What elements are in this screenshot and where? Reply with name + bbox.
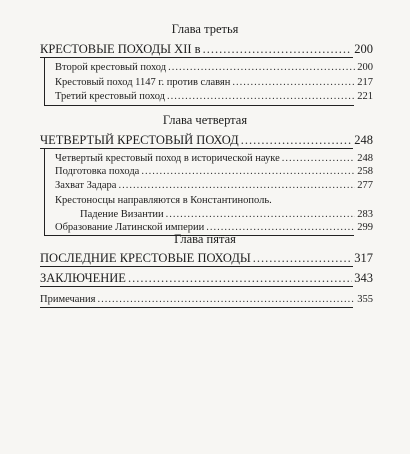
leader-dots	[128, 271, 352, 285]
toc-entry-title: ЧЕТВЕРТЫЙ КРЕСТОВЫЙ ПОХОД	[40, 133, 239, 147]
toc-entry-second-crusade	[55, 62, 373, 74]
toc-entry-zadar	[55, 180, 373, 192]
entry-underline	[40, 307, 353, 308]
leader-dots	[203, 42, 353, 56]
toc-entry-page: 343	[354, 271, 373, 285]
toc-entry-title: Падение Византии	[80, 209, 164, 220]
toc-entry-title: Крестовый поход 1147 г. против славян	[55, 77, 231, 88]
toc-entry-page: 200	[354, 42, 373, 56]
toc-entry-page: 317	[354, 251, 373, 265]
toc-entry-crusades-12c	[40, 42, 373, 56]
leader-dots	[141, 166, 355, 178]
toc-entry-to-constantinople	[55, 195, 373, 207]
entry-underline	[40, 148, 353, 149]
toc-entry-crusade-1147	[55, 77, 373, 89]
leader-dots	[98, 294, 356, 306]
toc-entry-preparation	[55, 166, 373, 178]
toc-entry-title: Примечания	[40, 294, 96, 305]
toc-entry-fourth-crusade	[40, 133, 373, 147]
entry-underline	[40, 266, 353, 267]
toc-entry-page: 248	[357, 153, 373, 164]
toc-entry-page: 200	[357, 62, 373, 73]
chapter-heading-four: Глава четвертая	[162, 113, 248, 127]
leader-dots	[253, 251, 353, 265]
toc-entry-title: Образование Латинской империи	[55, 222, 205, 233]
toc-entry-page: 299	[357, 222, 373, 233]
leader-dots	[167, 91, 355, 103]
leader-dots	[241, 133, 353, 147]
toc-entry-title: КРЕСТОВЫЕ ПОХОДЫ XII в	[40, 42, 201, 56]
chapter-heading-three: Глава третья	[171, 22, 239, 36]
toc-entry-page: 217	[357, 77, 373, 88]
leader-dots	[118, 180, 355, 192]
toc-entry-title: Второй крестовый поход	[55, 62, 167, 73]
toc-entry-historiography	[55, 153, 373, 165]
leader-dots	[166, 209, 356, 221]
toc-entry-page: 277	[357, 180, 373, 191]
toc-entry-title: Крестоносцы направляются в Константинополь.	[55, 195, 272, 206]
entry-underline	[40, 286, 353, 287]
leader-dots	[232, 77, 355, 89]
toc-entry-conclusion	[40, 271, 373, 285]
chapter-heading-five: Глава пятая	[174, 232, 236, 246]
toc-entry-title: ЗАКЛЮЧЕНИЕ	[40, 271, 126, 285]
toc-entry-fall-of-byzantium	[80, 209, 373, 221]
toc-entry-title: Третий крестовый поход	[55, 91, 166, 102]
bracket-line	[44, 149, 45, 236]
bracket-line	[44, 58, 45, 106]
toc-entry-title: Четвертый крестовый поход в исторической науке	[55, 153, 280, 164]
toc-entry-title: Подготовка похода	[55, 166, 140, 177]
toc-entry-title: ПОСЛЕДНИЕ КРЕСТОВЫЕ ПОХОДЫ	[40, 251, 251, 265]
entry-underline	[40, 57, 353, 58]
toc-entry-third-crusade	[55, 91, 373, 103]
leader-dots	[282, 153, 356, 165]
toc-entry-page: 248	[354, 133, 373, 147]
toc-entry-last-crusades	[40, 251, 373, 265]
toc-entry-page: 283	[357, 209, 373, 220]
toc-entry-page: 355	[357, 294, 373, 305]
toc-entry-page: 258	[357, 166, 373, 177]
leader-dots	[168, 62, 355, 74]
bracket-bottom-line	[44, 105, 354, 106]
toc-entry-notes	[40, 294, 373, 306]
toc-entry-page: 221	[357, 91, 373, 102]
toc-entry-title: Захват Задара	[55, 180, 117, 191]
